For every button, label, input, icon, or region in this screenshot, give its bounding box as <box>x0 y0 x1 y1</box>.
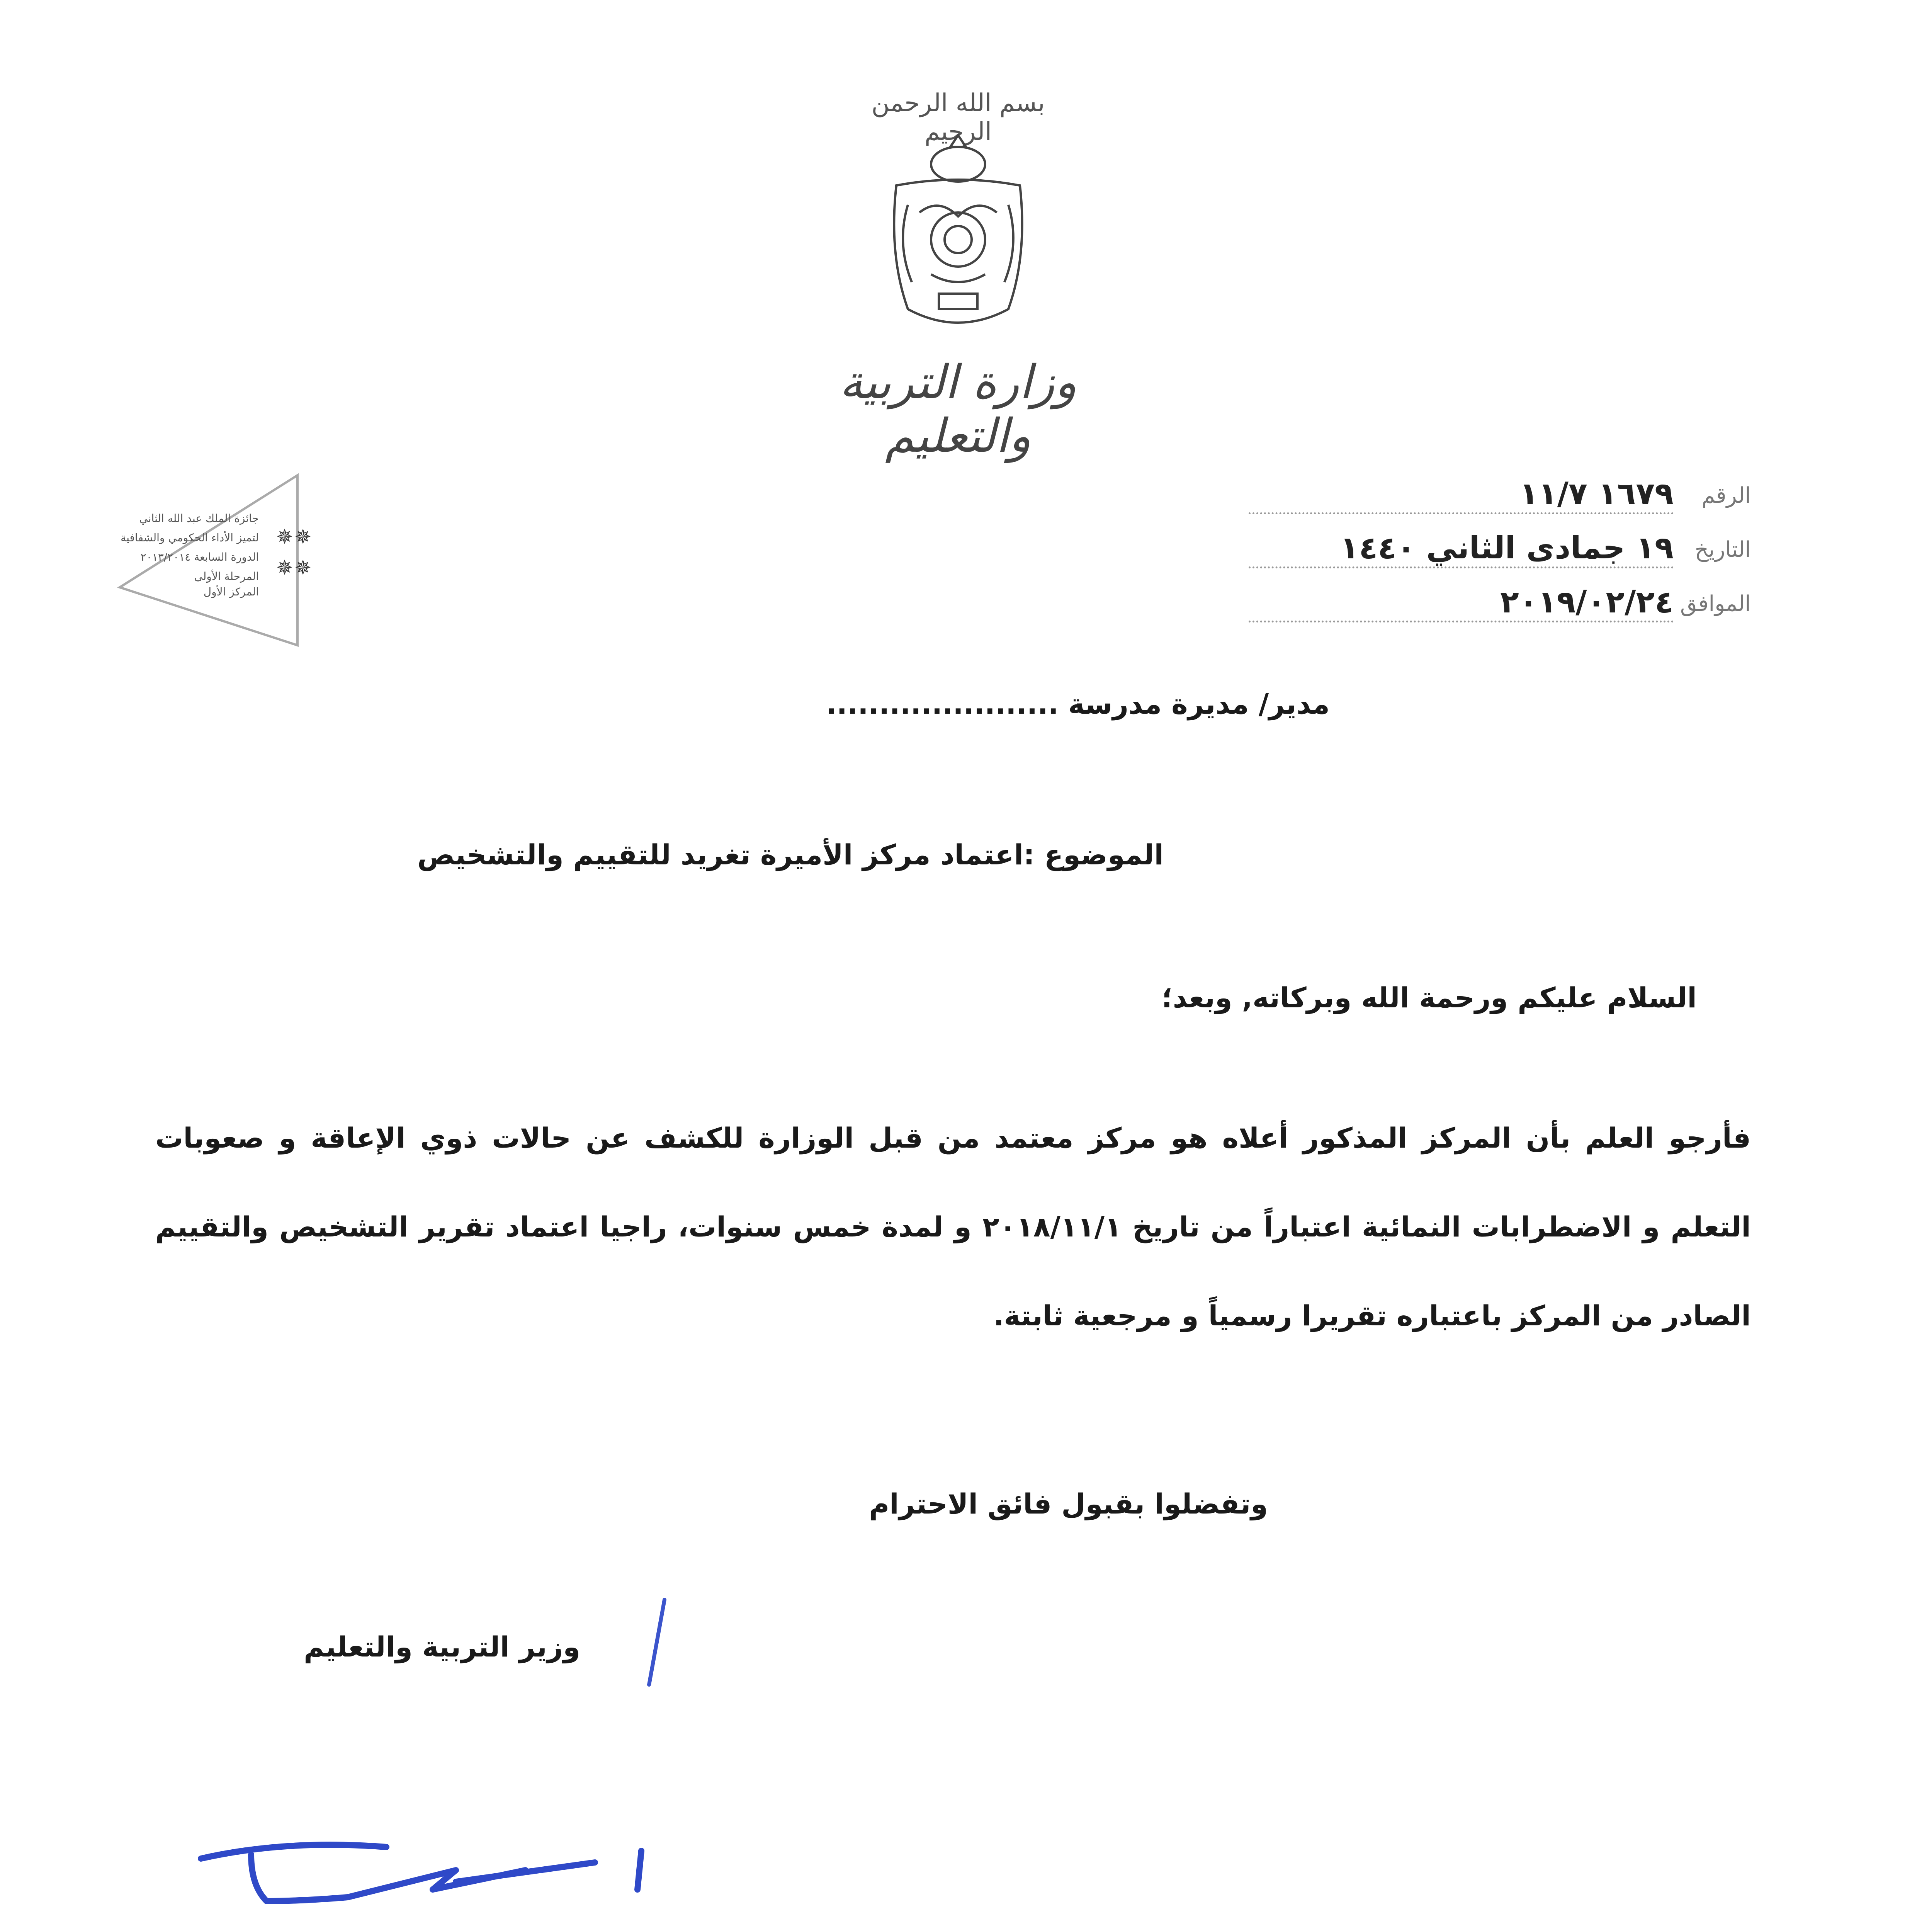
award-badge <box>112 460 328 676</box>
addressee: مدير/ مديرة مدرسة ...................... <box>826 688 1330 720</box>
handwritten-signature <box>185 1824 672 1932</box>
closing-line: وتفضلوا بقبول فائق الاحترام <box>869 1488 1268 1520</box>
coat-of-arms-emblem <box>873 128 1043 344</box>
signatory-title: وزير التربية والتعليم <box>304 1631 580 1663</box>
award-line: المركز الأول <box>203 585 259 598</box>
award-line: المرحلة الأولى <box>194 570 259 583</box>
award-line: جائزة الملك عبد الله الثاني <box>139 512 259 525</box>
reference-number: ١٦٧٩ ١١/٧ <box>1249 475 1674 514</box>
award-stars-icon: ✵✵ <box>276 526 313 549</box>
award-stars-icon: ✵✵ <box>276 556 313 580</box>
gregorian-date: ٢٠١٩/٠٢/٢٤ <box>1249 583 1674 622</box>
ministry-name: وزارة التربية والتعليم <box>839 355 1077 463</box>
hijri-date-label: التاريخ <box>1694 537 1751 562</box>
reference-number-label: الرقم <box>1701 483 1751 508</box>
basmala-text: بسم الله الرحمن الرحيم <box>871 89 1045 146</box>
award-line: لتميز الأداء الحكومي والشفافية <box>121 531 259 544</box>
body-paragraph: فأرجو العلم بأن المركز المذكور أعلاه هو مركز معتمد من قبل الوزارة للكشف عن حالات ذوي الإعاقة و صعوبات التعلم و الاضطرابات النمائية اعتباراً من تاريخ ٢٠١٨/١١/١ و لمدة خمس سنوات، راجيا اعتماد تقرير التشخيص والتقييم الصادر من المركز باعتباره تقريرا رسمياً و مرجعية ثابتة. <box>155 1122 1751 1332</box>
signature-stroke-mark <box>641 1596 672 1689</box>
award-line: الدورة السابعة ٢٠١٣/٢٠١٤ <box>140 551 259 563</box>
hijri-date: ١٩ جمادى الثاني ١٤٤٠ <box>1249 529 1674 568</box>
subject-line: الموضوع :اعتماد مركز الأميرة تغريد للتقييم والتشخيص <box>417 838 1164 871</box>
gregorian-date-label: الموافق <box>1680 591 1751 616</box>
reference-block <box>1210 475 1751 638</box>
greeting: السلام عليكم ورحمة الله وبركاته, وبعد؛ <box>1161 981 1697 1014</box>
